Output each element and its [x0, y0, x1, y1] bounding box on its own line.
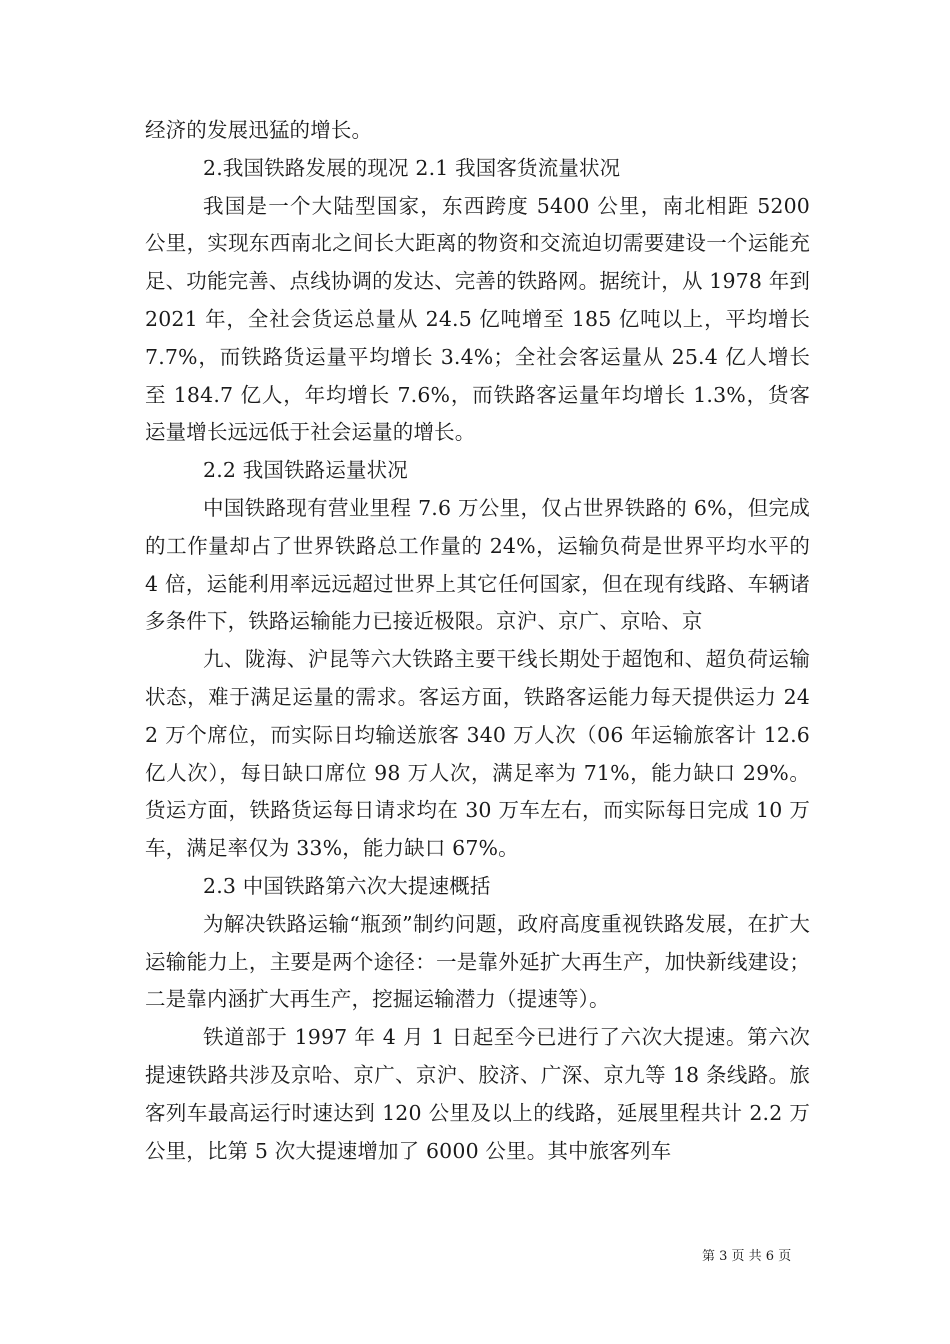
paragraph-capacity-gap: 九、陇海、沪昆等六大铁路主要干线长期处于超饱和、超负荷运输状态，难于满足运量的需求。客运方面，铁路客运能力每天提供运力 242 万个席位，而实际日均输送旅客 340 万人次（06 年运输旅客计 12.6 亿人次），每日缺口席位 98 万人次，满足率为 71%，能力缺口 29%。货运方面，铁路货运每日请求均在 30 万车左右，而实际每日完成 10 万车，满足率仅为 33%，能力缺口 67%。 [145, 647, 810, 861]
section-heading-2-2: 2.2 我国铁路运量状况 [203, 458, 408, 483]
paragraph-speed-increases: 铁道部于 1997 年 4 月 1 日起至今已进行了六次大提速。第六次提速铁路共涉及京哈、京广、京沪、胶济、广深、京九等 18 条线路。旅客列车最高运行时速达到 120 公里及以上的线路，延展里程共计 2.2 万公里，比第 5 次大提速增加了 6000 公里。其中旅客列车 [145, 1025, 810, 1163]
section-heading-2-3: 2.3 中国铁路第六次大提速概括 [203, 873, 491, 898]
page-number-footer: 第 3 页 共 6 页 [702, 1249, 792, 1264]
paragraph-railway-volume: 中国铁路现有营业里程 7.6 万公里，仅占世界铁路的 6%，但完成的工作量却占了世界铁路总工作量的 24%，运输负荷是世界平均水平的 4 倍，运能利用率远远超过世界上其它任何国家，但在现有线路、车辆诸多条件下，铁路运输能力已接近极限。京沪、京广、京哈、京 [145, 495, 810, 634]
paragraph-bottleneck-solutions: 为解决铁路运输“瓶颈”制约问题，政府高度重视铁路发展，在扩大运输能力上，主要是两个途径：一是靠外延扩大再生产，加快新线建设；二是靠内涵扩大再生产，挖掘运输潜力（提速等）。 [145, 911, 810, 1012]
section-heading-2-1: 2.我国铁路发展的现况 2.1 我国客货流量状况 [203, 155, 621, 180]
paragraph-continuation: 经济的发展迅猛的增长。 [145, 118, 373, 142]
paragraph-freight-passenger-flow: 我国是一个大陆型国家，东西跨度 5400 公里，南北相距 5200 公里，实现东西南北之间长大距离的物资和交流迫切需要建设一个运能充足、功能完善、点线协调的发达、完善的铁路网。据统计，从 1978 年到 2021 年，全社会货运总量从 24.5 亿吨增至 185 亿吨以上，平均增长 7.7%，而铁路货运量平均增长 3.4%；全社会客运量从 25.4 亿人增长至 184.7 亿人，年均增长 7.6%，而铁路客运量年均增长 1.3%，货客运量增长远远低于社会运量的增长。 [145, 193, 810, 445]
document-body [145, 112, 810, 1170]
